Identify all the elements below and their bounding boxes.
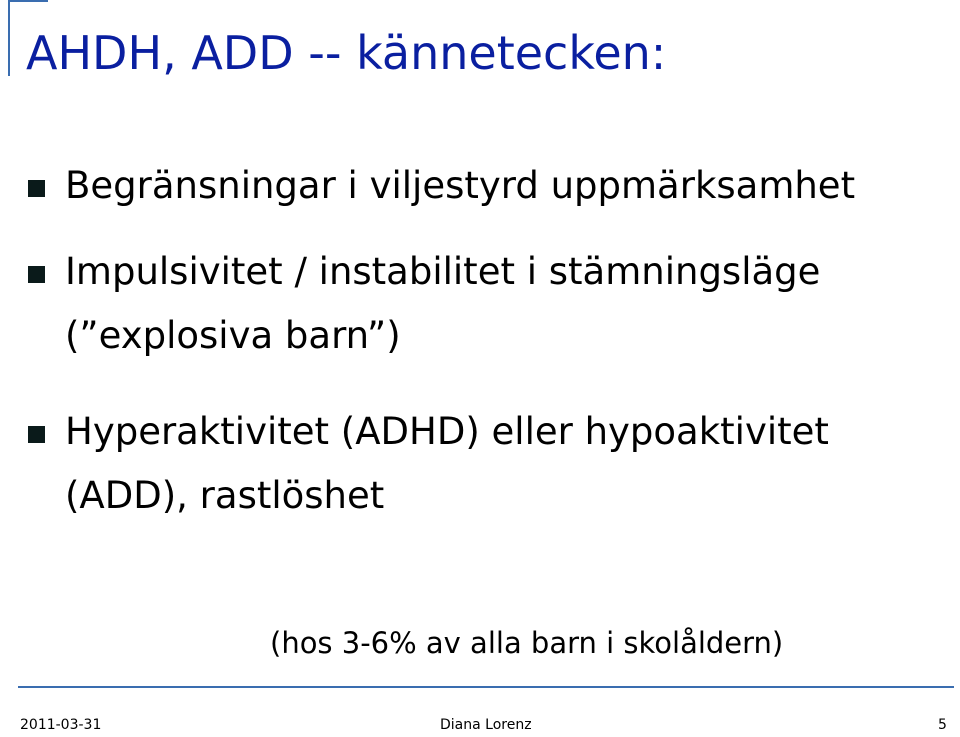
corner-accent-horizontal	[8, 0, 48, 2]
bullet-text-line: Begränsningar i viljestyrd uppmärksamhet	[65, 164, 856, 207]
bullet-text-line: Hyperaktivitet (ADHD) eller hypoaktivitet	[65, 410, 829, 453]
square-bullet-icon	[28, 426, 45, 443]
footer-date: 2011-03-31	[20, 717, 102, 733]
bullet-text-line: (”explosiva barn”)	[65, 314, 401, 357]
footer-divider	[18, 686, 954, 688]
bullet-text-line: Impulsivitet / instabilitet i stämningsläge	[65, 250, 821, 293]
bullet-text-line: (ADD), rastlöshet	[65, 474, 385, 517]
slide-title: AHDH, ADD -- kännetecken:	[26, 26, 667, 80]
footer-author: Diana Lorenz	[440, 717, 532, 733]
footer-page-number: 5	[938, 717, 947, 733]
corner-accent-vertical	[8, 0, 10, 76]
square-bullet-icon	[28, 266, 45, 283]
prevalence-note: (hos 3-6% av alla barn i skolåldern)	[270, 626, 784, 660]
square-bullet-icon	[28, 180, 45, 197]
